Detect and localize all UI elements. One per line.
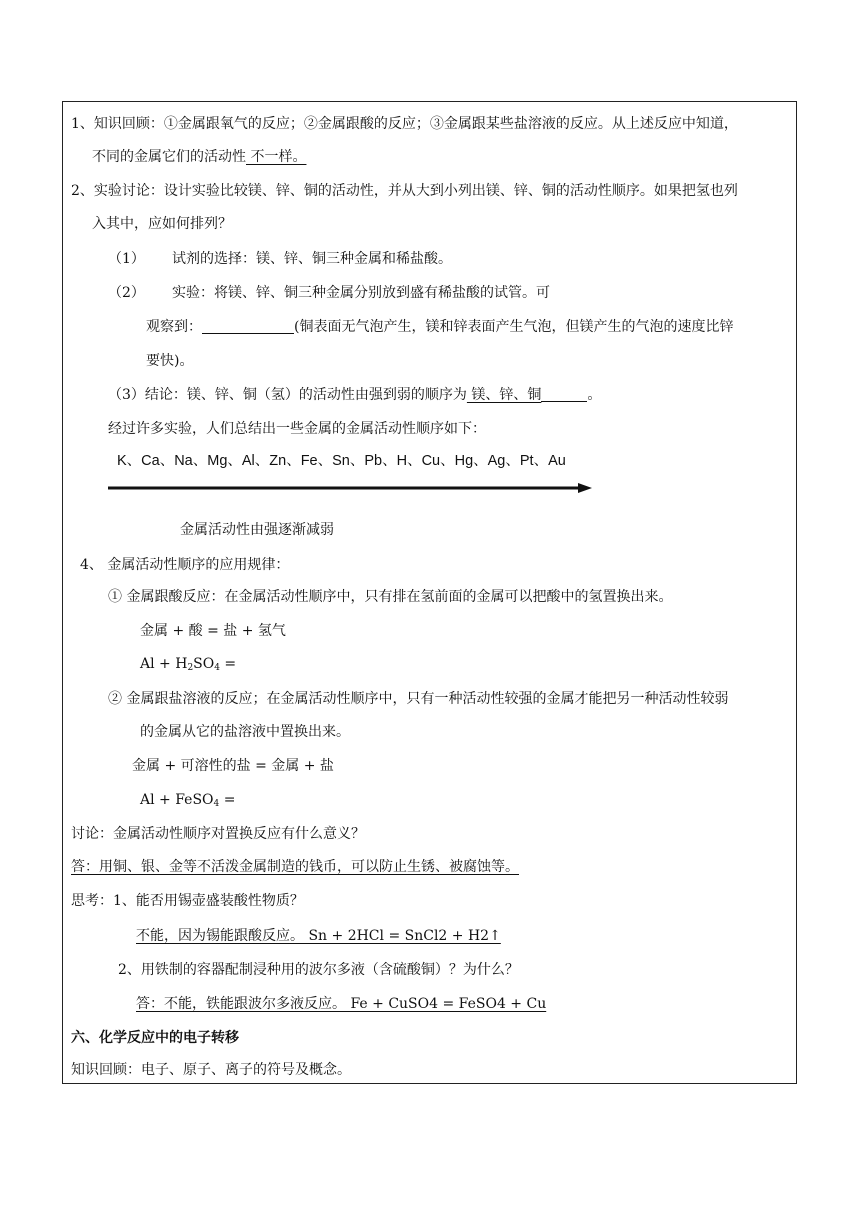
ex2-part-a: Al + FeSO: [140, 792, 214, 808]
series-caption: 金属活动性由强逐渐减弱: [180, 522, 334, 538]
s4-rule2-line2: 的金属从它的盐溶液中置换出来。: [140, 724, 350, 740]
s2-p1-text: 试剂的选择：镁、锌、铜三种金属和稀盐酸。: [172, 251, 452, 267]
think-question-2: 2、用铁制的容器配制浸种用的波尔多液（含硫酸铜）？为什么？: [118, 962, 519, 978]
s4-rule1-equation: 金属 + 酸 = 盐 + 氢气: [140, 623, 286, 639]
think-answer-1: 不能，因为锡能跟酸反应。 Sn + 2HCl = SnCl2 + H2↑: [136, 928, 501, 944]
s2-p2-num: （2）: [108, 285, 145, 301]
s2-conclusion: [108, 386, 601, 404]
s2-conclusion-end: 。: [587, 387, 602, 403]
s4-rule2-example: [140, 791, 235, 813]
s2-observation: [146, 318, 733, 336]
s2-line2: 入其中，应如何排列？: [92, 216, 232, 232]
s1-line2: [92, 148, 306, 166]
s1-answer: 不一样。: [246, 149, 307, 165]
s6-title: 六、化学反应中的电子转移: [71, 1030, 239, 1046]
ex1-part-b: SO: [193, 656, 215, 672]
discussion-answer: 答：用铜、银、金等不活泼金属制造的钱币，可以防止生锈、被腐蚀等。: [71, 859, 519, 875]
ex1-part-a: Al + H: [140, 656, 188, 672]
think-answer-2: 答：不能，铁能跟波尔多液反应。 Fe + CuSO4 = FeSO4 + Cu: [136, 996, 547, 1012]
blank-line: [541, 387, 587, 402]
s4-rule2-equation: 金属 + 可溶性的盐 = 金属 + 盐: [132, 758, 334, 774]
ex1-part-c: =: [219, 656, 237, 672]
s2-obs-end: 要快)。: [146, 353, 194, 369]
ex1-sub-1: 2: [187, 663, 194, 673]
s2-p1-num: （1）: [108, 251, 145, 267]
s4-title: 4、 金属活动性顺序的应用规律：: [80, 557, 290, 573]
blank-line: [202, 319, 294, 334]
s4-rule1-example: [140, 655, 236, 677]
activity-arrow: [108, 480, 592, 496]
s2-summary: 经过许多实验，人们总结出一些金属的金属活动性顺序如下：: [108, 421, 486, 437]
metal-activity-series: K、Ca、Na、Mg、Al、Zn、Fe、Sn、Pb、H、Cu、Hg、Ag、Pt、Au: [117, 453, 566, 469]
s4-rule1: ① 金属跟酸反应：在金属活动性顺序中，只有排在氢前面的金属可以把酸中的氢置换出来。: [108, 589, 673, 605]
s2-obs-label: 观察到：: [146, 319, 202, 335]
ex2-sub: 4: [213, 799, 220, 809]
ex2-part-c: =: [219, 792, 236, 808]
s6-text: 知识回顾：电子、原子、离子的符号及概念。: [71, 1062, 351, 1078]
s2-conclusion-answer: 镁、锌、铜: [466, 387, 542, 403]
s1-line1: 1、知识回顾：①金属跟氧气的反应；②金属跟酸的反应；③金属跟某些盐溶液的反应。从上述反应中知道，: [71, 116, 738, 132]
s2-obs-text: (铜表面无气泡产生，镁和锌表面产生气泡，但镁产生的气泡的速度比锌: [294, 319, 734, 335]
discussion-question: 讨论：金属活动性顺序对置换反应有什么意义？: [71, 826, 365, 842]
s2-conclusion-text: （3）结论：镁、锌、铜（氢）的活动性由强到弱的顺序为: [108, 387, 467, 403]
s2-line1: 2、实验讨论：设计实验比较镁、锌、铜的活动性，并从大到小列出镁、锌、铜的活动性顺序。如果把氢也列: [71, 183, 738, 199]
s2-p2-text: 实验：将镁、锌、铜三种金属分别放到盛有稀盐酸的试管。可: [172, 285, 550, 301]
think-question-1: 思考：1、能否用锡壶盛装酸性物质？: [71, 893, 304, 909]
s1-line2-text: 不同的金属它们的活动性: [92, 149, 246, 165]
ex1-sub-2: 4: [214, 663, 220, 673]
s4-rule2-line1: ② 金属跟盐溶液的反应；在金属活动性顺序中，只有一种活动性较强的金属才能把另一种活动性较弱: [108, 691, 729, 707]
